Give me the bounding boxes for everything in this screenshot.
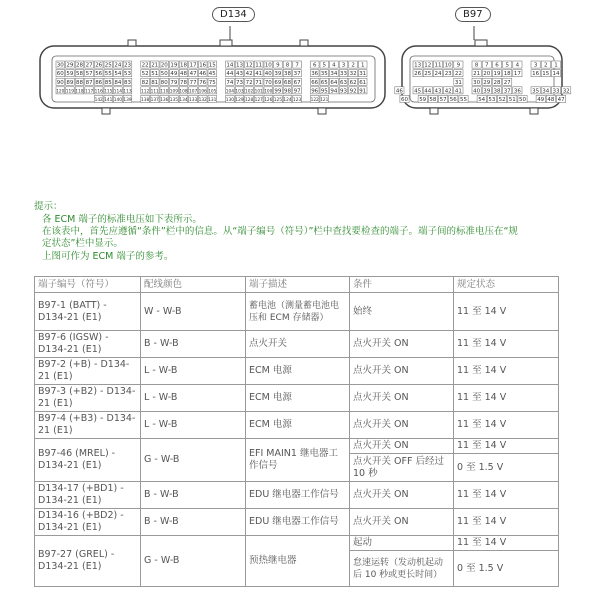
d134-pin-label: 114	[113, 89, 123, 95]
b97-row	[413, 70, 561, 78]
cell-desc: 蓄电池（测量蓄电池电压和 ECM 存储器）	[246, 293, 350, 331]
d134-pin-label: 115	[104, 89, 113, 95]
cell-color: G - W-B	[141, 439, 246, 482]
b97-pin-label: 36	[513, 88, 521, 95]
d134-pin-label: 50	[160, 71, 168, 78]
d134-pin-label: 98	[284, 88, 291, 95]
d134-pin-label: 92	[349, 88, 357, 95]
b97-row	[413, 61, 561, 69]
d134-pin-label: 137	[150, 98, 159, 103]
header-wire-color: 配线颜色	[141, 277, 246, 293]
d134-pin-label: 82	[141, 79, 149, 86]
b97-pin-label: 9	[456, 62, 461, 69]
d134-pin-label: 38	[284, 71, 291, 78]
d134-pin-label: 87	[85, 79, 93, 86]
cell-cond: 点火开关 ON	[350, 412, 454, 439]
d134-pin-label: 45	[208, 71, 216, 78]
d134-pin-label: 119	[65, 89, 75, 95]
d134-pin-label: 47	[189, 71, 197, 78]
cell-cond: 点火开关 ON	[350, 439, 454, 454]
d134-pin-label: 34	[330, 71, 338, 78]
b97-pin-label: 43	[434, 88, 442, 95]
b97-pin-label: 21	[473, 71, 481, 78]
d134-pin-label: 116	[94, 89, 103, 95]
d134-pin-label: 117	[84, 89, 94, 95]
d134-pin-label: 54	[114, 71, 122, 78]
d134-pin-label: 123	[292, 98, 302, 103]
table-row	[35, 412, 559, 439]
d134-pin-label: 16	[199, 62, 207, 69]
d134-pin-label: 106	[198, 89, 207, 95]
b97-pin-label: 19	[493, 71, 501, 78]
d134-pin-label: 53	[124, 71, 131, 78]
d134-pin-label: 81	[151, 79, 159, 86]
d134-pin-label: 11	[255, 62, 263, 69]
b97-pin-label: 30	[473, 79, 481, 86]
tip-line-2a: 在该表中，首先应遵循“条件”栏中的信息。从“端子编号（符号）”栏中查找要检查的端子。端子间的标准电压在“规	[42, 226, 518, 237]
d134-pin-label: 108	[179, 89, 188, 95]
d134-pin-label: 27	[85, 62, 93, 69]
b97-pin-label: 27	[503, 79, 511, 86]
d134-pin-label: 127	[254, 98, 263, 103]
cell-cond: 怠速运转（发动机起动后 10 秒或更长时间）	[350, 551, 454, 587]
d134-pin-label: 95	[320, 88, 328, 95]
cell-color: B - W-B	[141, 331, 246, 358]
d134-row	[56, 78, 367, 86]
d134-pin-label: 138	[140, 98, 150, 103]
cell-spec: 11 至 14 V	[454, 439, 559, 454]
d134-row	[94, 95, 328, 103]
cell-desc: ECM 电源	[246, 412, 350, 439]
cell-desc: ECM 电源	[246, 358, 350, 385]
d134-pin-label: 102	[244, 89, 254, 95]
b97-pin-label: 5	[505, 62, 509, 69]
cell-cond: 点火开关 ON	[350, 482, 454, 509]
d134-pin-label: 33	[340, 71, 347, 78]
d134-pin-label: 135	[169, 98, 179, 103]
d134-pin-label: 113	[123, 89, 132, 95]
cell-color: L - W-B	[141, 412, 246, 439]
b97-pin-label: 22	[454, 71, 462, 78]
d134-pin-label: 8	[285, 62, 290, 69]
d134-pin-label: 96	[311, 88, 319, 95]
cell-color: B - W-B	[141, 482, 246, 509]
d134-pin-label: 44	[226, 71, 234, 78]
d134-pin-label: 111	[150, 89, 159, 95]
b97-pin-label: 12	[424, 62, 432, 69]
b97-pin-label: 33	[552, 88, 560, 95]
d134-pin-label: 29	[66, 62, 74, 69]
connector-b97-label: B97	[455, 7, 491, 22]
d134-pin-label: 139	[123, 98, 132, 103]
d134-pin-label: 7	[295, 62, 299, 69]
d134-pin-label: 9	[276, 62, 280, 69]
cell-cond: 始终	[350, 293, 454, 331]
d134-pin-label: 37	[293, 71, 301, 78]
d134-pin-label: 121	[320, 98, 329, 103]
d134-pin-label: 93	[340, 88, 347, 95]
b97-pin-label: 47	[557, 97, 565, 103]
cell-spec: 11 至 14 V	[454, 293, 559, 331]
cell-spec: 11 至 14 V	[454, 412, 559, 439]
cell-desc: EFI MAIN1 继电器工作信号	[246, 439, 350, 482]
d134-pin-label: 1	[360, 62, 365, 69]
d134-pin-label: 22	[141, 62, 149, 69]
d134-pin-label: 97	[293, 88, 301, 95]
d134-row	[56, 70, 367, 78]
b97-pin-label: 7	[485, 62, 489, 69]
table-header-row	[35, 277, 559, 293]
b97-pin-label: 29	[483, 79, 491, 86]
b97-pin-label: 31	[454, 79, 462, 86]
cell-desc: EDU 继电器工作信号	[246, 509, 350, 536]
d134-pin-label: 91	[359, 88, 367, 95]
d134-pin-label: 140	[113, 98, 123, 103]
table-row	[35, 509, 559, 536]
d134-pin-label: 40	[264, 71, 272, 78]
cell-cond: 点火开关 ON	[350, 385, 454, 412]
d134-pin-label: 109	[169, 89, 179, 95]
cell-terminal: D134-17 (+BD1) - D134-21 (E1)	[35, 482, 141, 509]
d134-pin-label: 39	[274, 71, 282, 78]
d134-pin-grid	[56, 61, 367, 103]
d134-pin-label: 84	[114, 79, 122, 86]
d134-pin-label: 125	[273, 98, 283, 103]
b97-pin-label: 4	[515, 62, 520, 69]
d134-pin-label: 46	[199, 71, 207, 78]
b97-pin-label: 55	[460, 97, 467, 103]
d134-pin-label: 130	[225, 98, 235, 103]
b97-pin-label: 58	[429, 97, 437, 103]
d134-pin-label: 5	[322, 62, 327, 69]
d134-pin-label: 64	[330, 79, 338, 86]
b97-pin-label: 37	[503, 88, 511, 95]
cell-desc: EDU 继电器工作信号	[246, 482, 350, 509]
b97-pin-label: 54	[478, 97, 486, 103]
d134-pin-label: 12	[245, 62, 253, 69]
d134-pin-label: 55	[104, 71, 112, 78]
tip-line-3: 上图可作为 ECM 端子的参考。	[42, 251, 174, 262]
cell-cond: 点火开关 OFF 后经过 10 秒	[350, 454, 454, 482]
b97-pin-label: 41	[454, 88, 462, 95]
b97-pin-label: 50	[519, 97, 526, 103]
b97-pin-label: 1	[554, 62, 558, 69]
cell-cond: 点火开关 ON	[350, 509, 454, 536]
d134-pin-label: 58	[76, 71, 83, 78]
d134-pin-label: 14	[226, 62, 234, 69]
d134-pin-label: 62	[349, 79, 357, 86]
d134-pin-label: 74	[226, 79, 234, 86]
d134-pin-label: 89	[66, 79, 74, 86]
d134-pin-label: 136	[160, 98, 169, 103]
cell-terminal: B97-1 (BATT) - D134-21 (E1)	[35, 293, 141, 331]
b97-pin-label: 15	[542, 71, 550, 78]
d134-pin-label: 71	[255, 79, 263, 86]
d134-pin-label: 85	[104, 79, 112, 86]
header-spec: 规定状态	[454, 277, 559, 293]
b97-pin-label: 3	[533, 62, 538, 69]
d134-pin-label: 17	[189, 62, 197, 69]
b97-pin-label: 28	[493, 79, 501, 86]
b97-row	[454, 78, 512, 86]
b97-pin-label: 45	[414, 88, 422, 95]
d134-pin-label: 36	[311, 71, 319, 78]
b97-pin-label: 25	[424, 71, 432, 78]
tip-line-2b: 定状态”栏中显示。	[42, 238, 123, 249]
d134-pin-label: 90	[56, 79, 64, 86]
d134-pin-label: 103	[235, 89, 244, 95]
b97-pin-label: 40	[473, 88, 481, 95]
cell-spec: 0 至 1.5 V	[454, 454, 559, 482]
b97-pin-label: 14	[552, 71, 560, 78]
b97-row	[395, 87, 571, 95]
cell-spec: 11 至 14 V	[454, 358, 559, 385]
d134-pin-label: 4	[332, 62, 336, 69]
b97-pin-label: 46	[395, 88, 403, 95]
d134-pin-label: 20	[160, 62, 168, 69]
b97-pin-label: 34	[542, 88, 550, 95]
table-row	[35, 358, 559, 385]
d134-pin-label: 133	[188, 98, 198, 103]
d134-pin-label: 132	[198, 98, 207, 103]
tip-title: 提示：	[34, 201, 63, 212]
b97-pin-label: 32	[562, 88, 570, 95]
d134-pin-label: 79	[170, 79, 178, 86]
d134-pin-label: 18	[180, 62, 187, 69]
d134-pin-label: 65	[320, 79, 328, 86]
d134-pin-label: 69	[274, 79, 282, 86]
header-terminal: 端子编号（符号）	[35, 277, 141, 293]
d134-pin-label: 142	[94, 98, 103, 103]
d134-pin-label: 23	[124, 62, 131, 69]
d134-pin-label: 118	[75, 89, 84, 95]
b97-pin-label: 2	[544, 62, 548, 69]
d134-pin-label: 83	[124, 79, 131, 86]
b97-pin-label: 35	[532, 88, 540, 95]
d134-pin-label: 122	[310, 98, 319, 103]
b97-pin-label: 17	[513, 71, 521, 78]
cell-terminal: B97-2 (+B) - D134-21 (E1)	[35, 358, 141, 385]
b97-pin-label: 42	[444, 88, 452, 95]
b97-pin-label: 23	[444, 71, 452, 78]
b97-pin-label: 8	[474, 62, 479, 69]
cell-terminal: B97-4 (+B3) - D134-21 (E1)	[35, 412, 141, 439]
d134-pin-label: 41	[255, 71, 263, 78]
d134-pin-label: 49	[170, 71, 178, 78]
header-description: 端子描述	[246, 277, 350, 293]
d134-pin-label: 126	[264, 98, 273, 103]
cell-spec: 0 至 1.5 V	[454, 551, 559, 587]
d134-pin-label: 110	[160, 89, 169, 95]
d134-pin-label: 70	[264, 79, 272, 86]
d134-pin-label: 42	[245, 71, 253, 78]
d134-pin-label: 88	[76, 79, 83, 86]
d134-pin-label: 99	[274, 88, 282, 95]
terminal-voltage-table	[34, 276, 559, 587]
b97-pin-label: 59	[419, 97, 427, 103]
d134-pin-label: 112	[140, 89, 150, 95]
d134-pin-label: 25	[104, 62, 112, 69]
b97-pin-label: 57	[439, 97, 447, 103]
d134-pin-label: 129	[235, 98, 244, 103]
cell-cond: 点火开关 ON	[350, 331, 454, 358]
d134-pin-label: 30	[56, 62, 64, 69]
cell-cond: 起动	[350, 536, 454, 551]
d134-pin-label: 78	[180, 79, 187, 86]
d134-pin-label: 3	[341, 62, 346, 69]
d134-pin-label: 101	[254, 89, 263, 95]
b97-pin-label: 51	[508, 97, 516, 103]
d134-pin-label: 94	[330, 88, 338, 95]
b97-pin-label: 48	[547, 97, 555, 103]
d134-pin-label: 63	[340, 79, 347, 86]
d134-pin-label: 100	[264, 89, 273, 95]
connector-d134-label: D134	[212, 7, 255, 22]
d134-pin-label: 67	[293, 79, 301, 86]
d134-pin-label: 57	[85, 71, 93, 78]
b97-pin-label: 26	[414, 71, 422, 78]
d134-pin-label: 124	[283, 98, 292, 103]
b97-pin-label: 18	[503, 71, 511, 78]
d134-pin-label: 141	[104, 98, 113, 103]
d134-pin-label: 56	[95, 71, 103, 78]
cell-desc: 预热继电器	[246, 536, 350, 587]
d134-pin-label: 13	[236, 62, 243, 69]
b97-pin-label: 49	[537, 97, 545, 103]
cell-color: G - W-B	[141, 536, 246, 587]
d134-pin-label: 15	[208, 62, 216, 69]
b97-pin-label: 13	[414, 62, 422, 69]
b97-pin-label: 11	[434, 62, 442, 69]
d134-pin-label: 26	[95, 62, 103, 69]
cell-color: W - W-B	[141, 293, 246, 331]
d134-pin-label: 104	[225, 89, 235, 95]
d134-pin-label: 107	[188, 89, 198, 95]
cell-spec: 11 至 14 V	[454, 482, 559, 509]
cell-cond: 点火开关 ON	[350, 358, 454, 385]
d134-pin-label: 24	[114, 62, 122, 69]
d134-pin-label: 73	[236, 79, 243, 86]
cell-terminal: B97-6 (IGSW) - D134-21 (E1)	[35, 331, 141, 358]
table-row	[35, 439, 559, 454]
b97-pin-label: 10	[444, 62, 452, 69]
connector-diagram	[0, 0, 601, 180]
cell-terminal: B97-3 (+B2) - D134-21 (E1)	[35, 385, 141, 412]
d134-pin-label: 75	[208, 79, 216, 86]
cell-desc: ECM 电源	[246, 385, 350, 412]
b97-pin-label: 56	[449, 97, 457, 103]
d134-pin-label: 48	[180, 71, 187, 78]
cell-color: L - W-B	[141, 385, 246, 412]
d134-pin-label: 120	[56, 89, 65, 95]
b97-pin-label: 39	[483, 88, 491, 95]
b97-pin-label: 44	[424, 88, 432, 95]
b97-pin-label: 6	[495, 62, 499, 69]
cell-color: B - W-B	[141, 509, 246, 536]
d134-pin-label: 86	[95, 79, 103, 86]
d134-pin-label: 131	[208, 98, 217, 103]
d134-pin-label: 51	[151, 71, 159, 78]
cell-terminal: B97-46 (MREL) - D134-21 (E1)	[35, 439, 141, 482]
b97-pin-label: 38	[493, 88, 501, 95]
tip-line-1: 各 ECM 端子的标准电压如下表所示。	[42, 214, 202, 225]
table-row	[35, 536, 559, 551]
d134-pin-label: 59	[66, 71, 74, 78]
d134-pin-label: 76	[199, 79, 207, 86]
d134-pin-label: 35	[320, 71, 328, 78]
d134-pin-label: 68	[284, 79, 291, 86]
header-condition: 条件	[350, 277, 454, 293]
cell-color: L - W-B	[141, 358, 246, 385]
d134-pin-label: 10	[264, 62, 272, 69]
cell-spec: 11 至 14 V	[454, 509, 559, 536]
table-row	[35, 385, 559, 412]
table-row	[35, 293, 559, 331]
cell-spec: 11 至 14 V	[454, 536, 559, 551]
b97-row	[400, 95, 566, 103]
cell-terminal: B97-27 (GREL) - D134-21 (E1)	[35, 536, 141, 587]
d134-row	[56, 61, 367, 69]
b97-pin-label: 16	[532, 71, 540, 78]
cell-spec: 11 至 14 V	[454, 385, 559, 412]
b97-pin-label: 53	[488, 97, 496, 103]
d134-pin-label: 19	[170, 62, 178, 69]
d134-pin-label: 28	[76, 62, 83, 69]
d134-pin-label: 77	[189, 79, 197, 86]
table-row	[35, 482, 559, 509]
d134-pin-label: 2	[351, 62, 355, 69]
d134-pin-label: 43	[236, 71, 243, 78]
d134-pin-label: 72	[245, 79, 253, 86]
b97-pin-label: 24	[434, 71, 442, 78]
d134-pin-label: 66	[311, 79, 319, 86]
d134-pin-label: 21	[151, 62, 159, 69]
d134-pin-label: 60	[56, 71, 64, 78]
d134-pin-label: 61	[359, 79, 367, 86]
d134-pin-label: 32	[349, 71, 357, 78]
d134-pin-label: 31	[359, 71, 367, 78]
d134-pin-label: 6	[312, 62, 317, 69]
b97-pin-label: 60	[401, 97, 408, 103]
d134-row	[56, 87, 367, 95]
d134-pin-label: 134	[179, 98, 188, 103]
table-row	[35, 331, 559, 358]
d134-pin-label: 52	[141, 71, 149, 78]
b97-pin-label: 52	[498, 97, 506, 103]
cell-desc: 点火开关	[246, 331, 350, 358]
d134-pin-label: 128	[244, 98, 254, 103]
b97-pin-label: 20	[483, 71, 491, 78]
d134-pin-label: 80	[160, 79, 168, 86]
cell-terminal: D134-16 (+BD2) - D134-21 (E1)	[35, 509, 141, 536]
cell-spec: 11 至 14 V	[454, 331, 559, 358]
d134-pin-label: 105	[208, 89, 217, 95]
